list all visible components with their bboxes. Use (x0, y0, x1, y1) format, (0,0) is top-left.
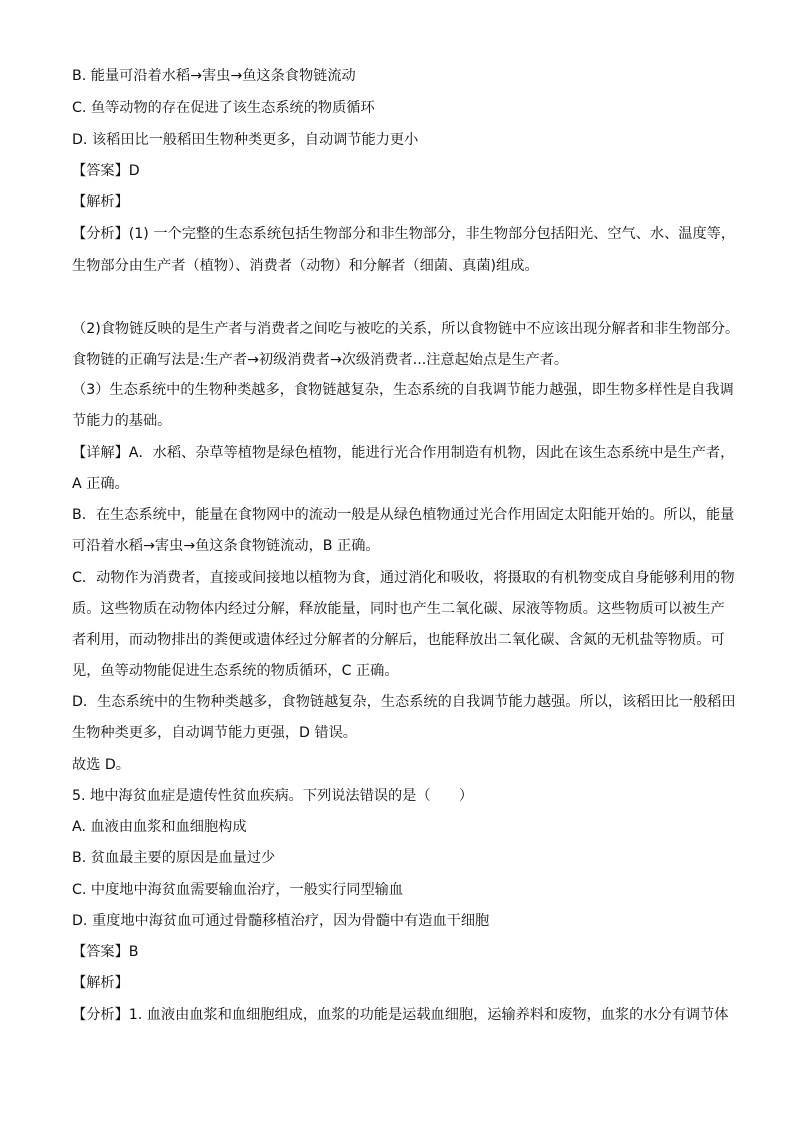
analysis-text: 【分析】(1) 一个完整的生态系统包括生物部分和非生物部分，非生物部分包括阳光、空气、水、温度等， (72, 226, 736, 242)
analysis-text: （2)食物链反映的是生产者与消费者之间吃与被吃的关系，所以食物链中不应该出现分解者和非生物部分。 (72, 321, 740, 337)
analysis-heading: 【解析】 (72, 975, 129, 991)
detail-text: A 正确。 (72, 476, 129, 492)
option-a-line: A. 血液由血浆和血细胞构成 (72, 819, 247, 835)
detail-text: 见，鱼等动物能促进生态系统的物质循环，C 正确。 (72, 663, 399, 679)
answer-line: 【答案】D (72, 163, 140, 179)
detail-text: 可沿着水稻→害虫→鱼这条食物链流动，B 正确。 (72, 538, 380, 554)
option-b-line: B. 能量可沿着水稻→害虫→鱼这条食物链流动 (72, 68, 356, 84)
detail-text: 生物种类更多，自动调节能力更强，D 错误。 (72, 725, 357, 741)
option-c-line: C. 鱼等动物的存在促进了该生态系统的物质循环 (72, 100, 375, 116)
question-5-stem: 5. 地中海贫血症是遗传性贫血疾病。下列说法错误的是（ ） (72, 788, 474, 804)
analysis-text: 生物部分由生产者（植物）、消费者（动物）和分解者（细菌、真菌)组成。 (72, 258, 539, 274)
analysis-text: 节能力的基础。 (72, 413, 172, 429)
analysis-text: 食物链的正确写法是:生产者→初级消费者→次级消费者...注意起始点是生产者。 (72, 352, 569, 368)
answer-line: 【答案】B (72, 944, 139, 960)
detail-text: D．生态系统中的生物种类越多，食物链越复杂，生态系统的自我调节能力越强。所以，该稻田比一般稻田 (72, 694, 736, 710)
choice-line: 故选 D。 (72, 757, 130, 773)
option-d-line: D. 该稻田比一般稻田生物种类更多，自动调节能力更小 (72, 132, 419, 148)
detail-text: C．动物作为消费者，直接或间接地以植物为食，通过消化和吸收，将摄取的有机物变成自身能够利用的物 (72, 570, 735, 586)
option-c-line: C. 中度地中海贫血需要输血治疗，一般实行同型输血 (72, 882, 404, 898)
analysis-text: 【分析】1. 血液由血浆和血细胞组成，血浆的功能是运载血细胞，运输养料和废物，血浆的水分有调节体 (72, 1007, 729, 1023)
option-d-line: D. 重度地中海贫血可通过骨髓移植治疗，因为骨髓中有造血干细胞 (72, 913, 490, 929)
analysis-text: （3）生态系统中的生物种类越多，食物链越复杂，生态系统的自我调节能力越强，即生物多样性是自我调 (72, 382, 734, 398)
detail-text: B．在生态系统中，能量在食物网中的流动一般是从绿色植物通过光合作用固定太阳能开始的。所以，能量 (72, 507, 735, 523)
analysis-heading: 【解析】 (72, 194, 129, 210)
detail-text: 【详解】A．水稻、杂草等植物是绿色植物，能进行光合作用制造有机物，因此在该生态系统中是生产者， (72, 445, 735, 461)
detail-text: 者利用，而动物排出的粪便或遗体经过分解者的分解后，也能释放出二氧化碳、含氮的无机盐等物质。可 (72, 632, 725, 648)
option-b-line: B. 贫血最主要的原因是血量过少 (72, 850, 276, 866)
detail-text: 质。这些物质在动物体内经过分解，释放能量，同时也产生二氧化碳、尿液等物质。这些物质可以被生产 (72, 601, 725, 617)
